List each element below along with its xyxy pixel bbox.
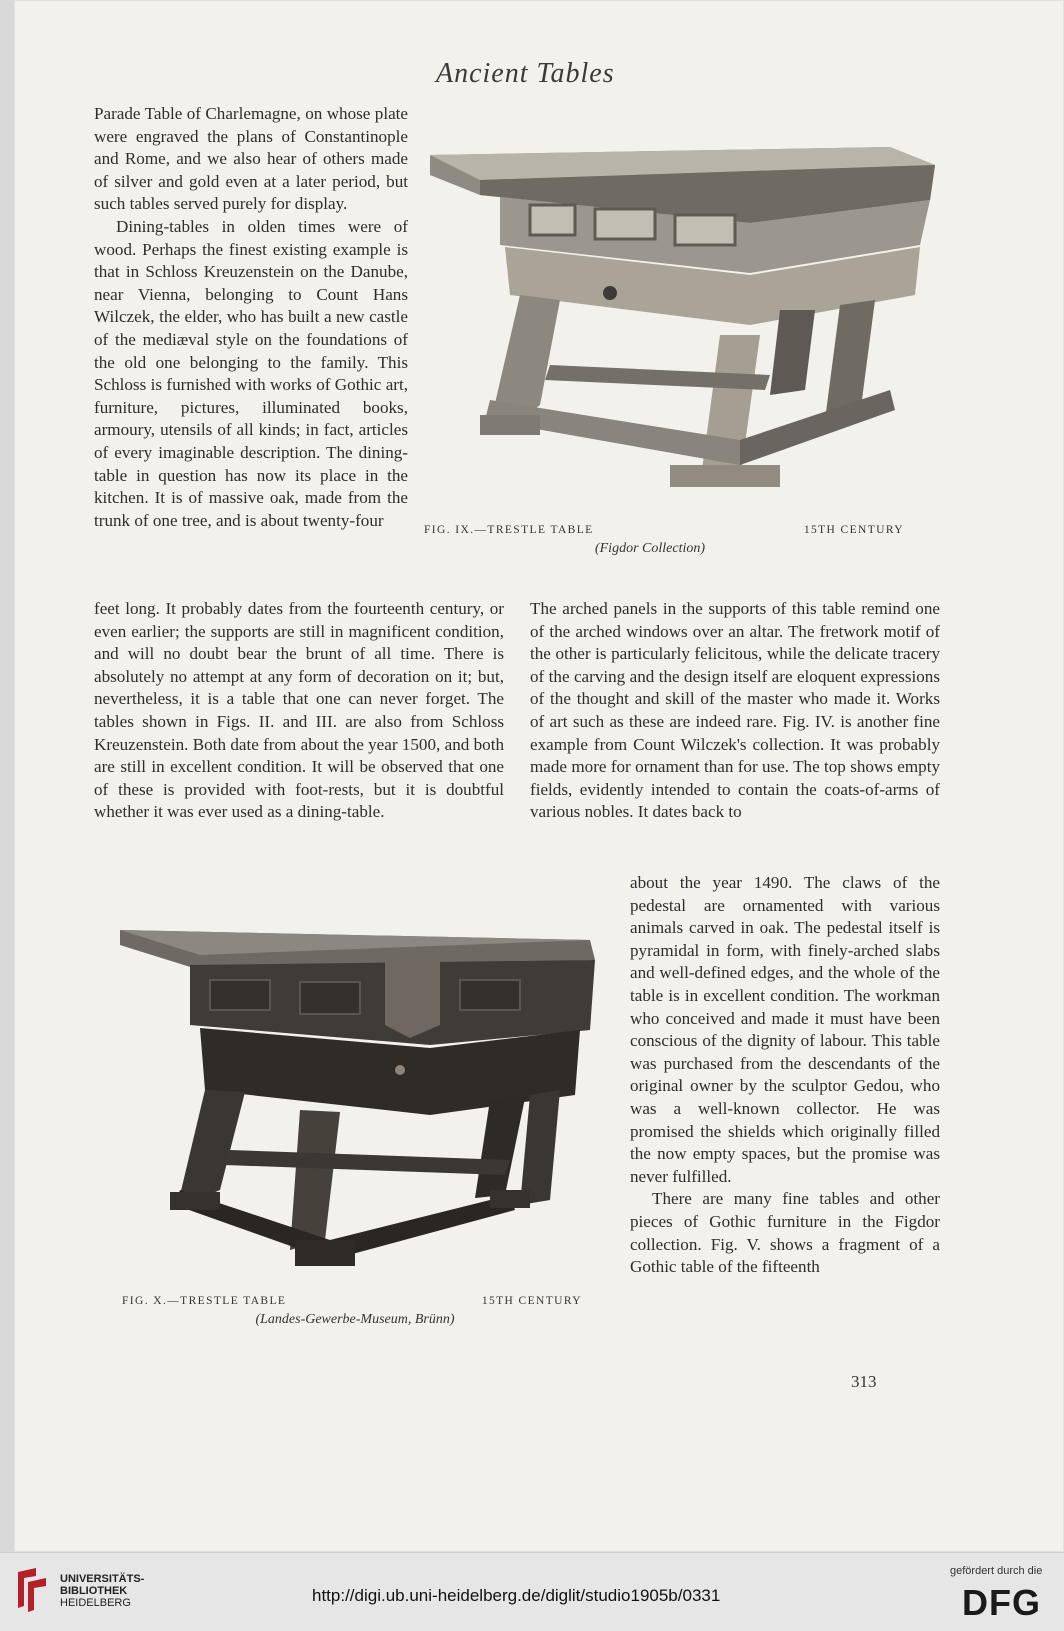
funded-by-note: gefördert durch die (950, 1565, 1043, 1577)
running-head: Ancient Tables (436, 58, 615, 89)
library-name (60, 1573, 144, 1609)
library-name-line: UNIVERSITÄTS- (60, 1573, 145, 1585)
right-column-bottom (630, 872, 940, 1279)
figure-ix-trestle-table (420, 135, 940, 525)
figure-x-caption (122, 1295, 582, 1307)
figure-ix-century: 15TH CENTURY (803, 524, 904, 536)
permalink[interactable]: http://digi.ub.uni-heidelberg.de/diglit/studio1905b/0331 (312, 1586, 721, 1605)
library-name-line: HEIDELBERG (60, 1597, 131, 1609)
figure-x-collection: (Landes-Gewerbe-Museum, Brünn) (255, 1312, 455, 1327)
left-column-middle (94, 598, 504, 824)
paragraph: feet long. It probably dates from the fourteenth century, or even earlier; the supports are still in magnificent condition, and will no doubt bear the brunt of all time. There is absolutely no attempt at any form of decoration on it; but, nevertheless, it is a table that one can never forget. The tables shown in Figs. II. and III. are also from Schloss Kreuzenstein. Both date from about the year 1500, and both are still in excellent condition. It will be observed that one of these is provided with foot-rests, but it is doubtful whether it was ever used as a dining-table. (94, 599, 504, 822)
paragraph: about the year 1490. The claws of the pedestal are ornamented with various animals carved in oak. The pedestal itself is pyramidal in form, with finely-arched slabs and well-defined edges, and the whole of the table is in excellent condition. The workman who conceived and made it must have been conscious of the dignity of labour. This table was purchased from the descendants of the original owner by the sculptor Gedou, who was a well-known collector. He was promised the shields which originally filled the now empty spaces, but the promise was never fulfilled. (630, 873, 940, 1186)
paragraph: There are many fine tables and other pieces of Gothic furniture in the Figdor collection. Fig. V. shows a fragment of a Gothic table of the fifteenth (630, 1189, 940, 1277)
paragraph: Parade Table of Charlemagne, on whose plate were engraved the plans of Constantinople and Rome, and we also hear of others made of silver and gold even at a later period, but such tables served purely for display. (94, 104, 408, 214)
figure-ix-caption (424, 524, 904, 536)
figure-x-trestle-table (110, 920, 600, 1310)
library-name-line: BIBLIOTHEK (60, 1585, 128, 1597)
figure-x-label: FIG. X.—TRESTLE TABLE (122, 1295, 287, 1307)
figure-ix-label: FIG. IX.—TRESTLE TABLE (424, 524, 594, 536)
figure-ix-collection: (Figdor Collection) (594, 541, 706, 556)
left-column-top (94, 103, 408, 532)
figure-x-century: 15TH CENTURY (481, 1295, 582, 1307)
page-number: 313 (851, 1372, 877, 1391)
paragraph: Dining-tables in olden times were of wood. Perhaps the finest existing example is that in Schloss Kreuzenstein on the Danube, near Vienna, belonging to Count Hans Wilczek, the elder, who has built a new castle of the mediæval style on the foundations of the old one belonging to the family. This Schloss is furnished with works of Gothic art, furniture, pictures, illuminated books, armoury, utensils of all kinds; in fact, articles of every imaginable description. The dining-table in question has now its place in the kitchen. It is of massive oak, made from the trunk of one tree, and is about twenty-four (94, 216, 408, 530)
right-column-middle (530, 598, 940, 824)
dfg-logo: DFG (962, 1582, 1041, 1623)
paragraph: The arched panels in the supports of this table remind one of the arched windows over an altar. The fretwork motif of the other is particularly felicitous, while the delicate tracery of the carving and the design itself are eloquent expressions of the thought and skill of the master who made it. Works of art such as these are indeed rare. Fig. IV. is another fine example from Count Wilczek's collection. It was probably made more for ornament than for use. The top shows empty fields, evidently intended to contain the coats-of-arms of various nobles. It dates back to (530, 599, 940, 822)
library-logo-icon (14, 1566, 52, 1614)
